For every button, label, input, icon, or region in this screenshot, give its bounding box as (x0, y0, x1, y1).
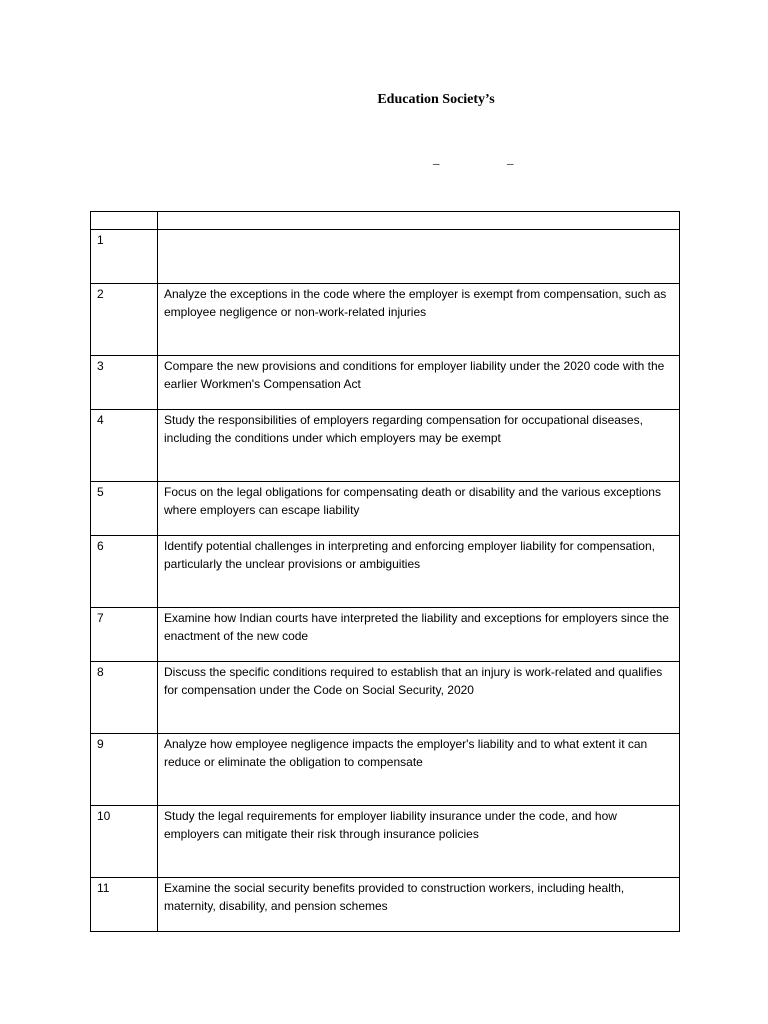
table-row (91, 806, 680, 878)
row-number: 3 (91, 356, 158, 410)
table-row (91, 284, 680, 356)
topics-table (90, 211, 680, 932)
header-cell-topic (158, 212, 680, 230)
row-number: 5 (91, 482, 158, 536)
table-row (91, 482, 680, 536)
row-topic: Focus on the legal obligations for compensating death or disability and the various exceptions where employers can escape liability (158, 482, 680, 536)
row-number: 6 (91, 536, 158, 608)
row-topic (158, 230, 680, 284)
blank-underline-right: _ (507, 151, 514, 166)
row-topic: Analyze the exceptions in the code where the employer is exempt from compensation, such as employee negligence or non-work-related injuries (158, 284, 680, 356)
blank-underline-left: _ (433, 151, 440, 166)
row-topic: Examine the social security benefits provided to construction workers, including health, maternity, disability, and pension schemes (158, 878, 680, 932)
row-topic: Examine how Indian courts have interpreted the liability and exceptions for employers since the enactment of the new code (158, 608, 680, 662)
table-row (91, 608, 680, 662)
row-topic: Study the legal requirements for employer liability insurance under the code, and how employers can mitigate their risk through insurance policies (158, 806, 680, 878)
row-number: 9 (91, 734, 158, 806)
table-row (91, 410, 680, 482)
table-row (91, 662, 680, 734)
table-row (91, 356, 680, 410)
table-row (91, 536, 680, 608)
header-cell-number (91, 212, 158, 230)
row-number: 1 (91, 230, 158, 284)
page-title: Education Society’s (377, 92, 495, 107)
row-number: 7 (91, 608, 158, 662)
row-topic: Compare the new provisions and conditions for employer liability under the 2020 code with the earlier Workmen's Compensation Act (158, 356, 680, 410)
row-number: 8 (91, 662, 158, 734)
table-header-row (91, 212, 680, 230)
row-topic: Discuss the specific conditions required to establish that an injury is work-related and qualifies for compensation under the Code on Social Security, 2020 (158, 662, 680, 734)
row-topic: Analyze how employee negligence impacts the employer's liability and to what extent it can reduce or eliminate the obligation to compensate (158, 734, 680, 806)
row-topic: Identify potential challenges in interpreting and enforcing employer liability for compensation, particularly the unclear provisions or ambiguities (158, 536, 680, 608)
table-row (91, 878, 680, 932)
table-row (91, 734, 680, 806)
row-number: 2 (91, 284, 158, 356)
row-number: 4 (91, 410, 158, 482)
row-number: 10 (91, 806, 158, 878)
table-row (91, 230, 680, 284)
row-topic: Study the responsibilities of employers regarding compensation for occupational diseases, including the conditions under which employers may be exempt (158, 410, 680, 482)
row-number: 11 (91, 878, 158, 932)
